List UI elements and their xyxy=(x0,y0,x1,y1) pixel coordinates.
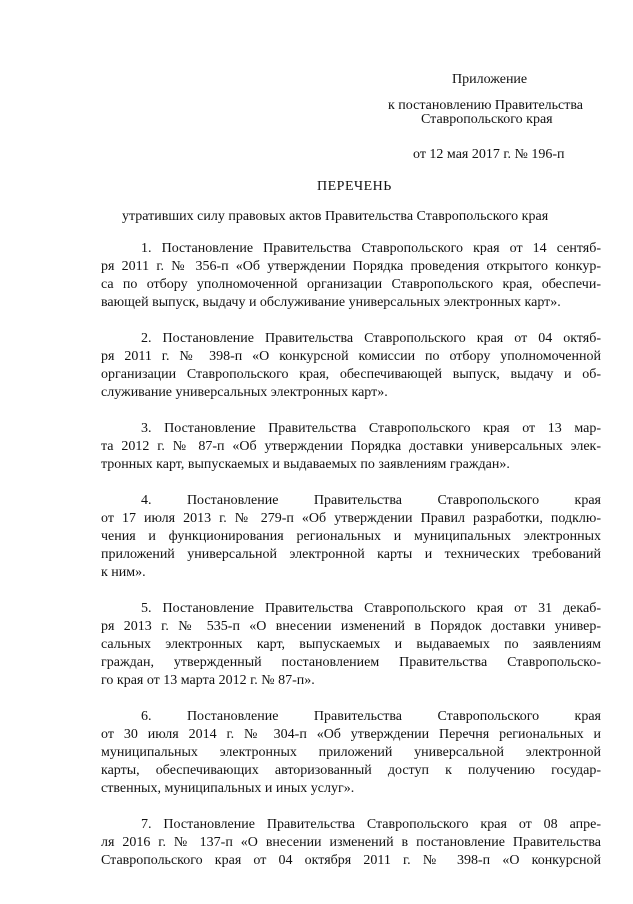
appendix-region-line: Ставропольского края xyxy=(421,112,553,127)
item-line: тронных карт, выпускаемых и выдаваемых по заявлениям граждан». xyxy=(101,457,510,472)
item-line: та 2012 г. № 87-п «Об утверждении Порядка доставки универсальных элек- xyxy=(101,439,601,454)
appendix-date-number: от 12 мая 2017 г. № 196-п xyxy=(413,147,565,162)
item-line: к ним». xyxy=(101,565,146,580)
item-line: служивание универсальных электронных карт». xyxy=(101,385,388,400)
item-line: ря 2011 г. № 356-п «Об утверждении Порядка проведения открытого конкур- xyxy=(101,259,601,274)
item-line: муниципальных электронных приложений универсальной электронной xyxy=(101,745,601,760)
item-line: сальных электронных карт, выпускаемых и выдаваемых по заявлениям xyxy=(101,637,601,652)
item-line: Ставропольского края от 04 октября 2011 г. № 398-п «О конкурсной xyxy=(101,853,601,868)
list-item xyxy=(101,600,601,690)
item-line: приложений универсальной электронной карты и технических требований xyxy=(101,547,601,562)
item-line: са по отбору уполномоченной организации Ставропольского края, обеспечи- xyxy=(101,277,601,292)
item-line: го края от 13 марта 2012 г. № 87-п». xyxy=(101,673,315,688)
item-line: 4. Постановление Правительства Ставропольского края xyxy=(141,493,601,508)
appendix-resolution-line: к постановлению Правительства xyxy=(388,98,584,113)
item-line: 3. Постановление Правительства Ставропольского края от 13 мар- xyxy=(141,421,601,436)
items-list xyxy=(101,240,601,888)
item-line: от 17 июля 2013 г. № 279-п «Об утверждении Правил разработки, подклю- xyxy=(101,511,601,526)
item-line: чения и функционирования региональных и муниципальных электронных xyxy=(101,529,601,544)
item-line: 7. Постановление Правительства Ставропольского края от 08 апре- xyxy=(141,817,601,832)
item-line: организации Ставропольского края, обеспечивающей выпуск, выдачу и об- xyxy=(101,367,601,382)
item-line: вающей выпуск, выдачу и обслуживание универсальных электронных карт». xyxy=(101,295,561,310)
list-item xyxy=(101,492,601,582)
item-line: граждан, утвержденный постановлением Правительства Ставропольско- xyxy=(101,655,601,670)
item-line: карты, обеспечивающих авторизованный доступ к получению государ- xyxy=(101,763,601,778)
document-title: ПЕРЕЧЕНЬ xyxy=(317,179,392,194)
document-subtitle: утративших силу правовых актов Правительства Ставропольского края xyxy=(122,209,549,224)
item-line: 1. Постановление Правительства Ставропольского края от 14 сентяб- xyxy=(141,241,601,256)
item-line: от 30 июля 2014 г. № 304-п «Об утверждении Перечня региональных и xyxy=(101,727,601,742)
item-line: ственных, муниципальных и иных услуг». xyxy=(101,781,355,796)
list-item xyxy=(101,708,601,798)
item-line: ля 2016 г. № 137-п «О внесении изменений в постановление Правительства xyxy=(101,835,601,850)
item-line: 2. Постановление Правительства Ставропольского края от 04 октяб- xyxy=(141,331,601,346)
item-line: 6. Постановление Правительства Ставропольского края xyxy=(141,709,601,724)
appendix-title: Приложение xyxy=(452,72,528,87)
item-line: ря 2011 г. № 398-п «О конкурсной комиссии по отбору уполномоченной xyxy=(101,349,601,364)
list-item xyxy=(101,816,601,870)
item-line: ря 2013 г. № 535-п «О внесении изменений в Порядок доставки универ- xyxy=(101,619,601,634)
list-item xyxy=(101,420,601,474)
item-line: 5. Постановление Правительства Ставропольского края от 31 декаб- xyxy=(141,601,601,616)
list-item xyxy=(101,330,601,402)
list-item xyxy=(101,240,601,312)
